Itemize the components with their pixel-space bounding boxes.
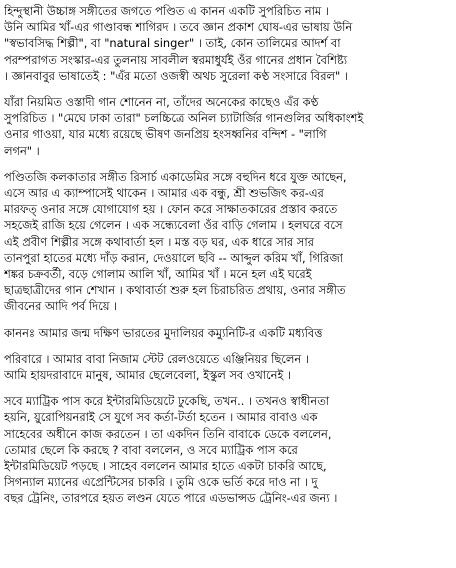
paragraph-gap <box>4 315 452 325</box>
text-line: ইন্টারমিডিয়েট পড়ছে । সাহেব বললেন আমার হাতে একটা চাকরি আছে, <box>4 459 327 474</box>
text-line: পরিবারে । আমার বাবা নিজাম স্টেট রেলওয়েতে এঞ্জিনিয়র ছিলেন । <box>4 351 309 366</box>
text-line: পণ্ডিতজি কলকাতার সঙ্গীত রিসার্চ একাডেমির সঙ্গে বহুদিন ধরে যুক্ত আছেন, <box>4 169 347 184</box>
text-line: উনি আমির খাঁ-এর গাণ্ডাবন্ধ শাগিরদ । তবে জ্ঞান প্রকাশ ঘোষ-এর ভাষায় উনি <box>4 20 353 35</box>
text-line: । জ্ঞানবাবুর ভাষাতেই : "এঁর মতো ওজস্বী অথচ সুরেলা কণ্ঠ সংসারে বিরল" । <box>4 68 348 83</box>
text-line: তানপুরা হাতের মধ্যে দাঁড় করান, দেওয়ালে ছবি -- আব্দুল করিম খাঁ, গিরিজা <box>4 250 343 265</box>
text-line: জীবনের আদি পর্ব দিয়ে । <box>4 299 118 314</box>
paragraph-gap <box>4 159 452 169</box>
text-line: ছাত্রছাত্রীদের গান শেখান । কথাবার্তা শুরু হল চিরাচরিত প্রথায়, ওনার সঙ্গীত <box>4 283 346 298</box>
text-line: হয়নি, য়ুরোপিয়নরাই সে যুগে সব কর্তা-টর্তা হতেন । আমার বাবাও এক <box>4 410 318 425</box>
text-line: হিন্দুস্থানী উচ্চাঙ্গ সঙ্গীতের জগতে পণ্ডিত এ কানন একটি সুপরিচিত নাম । <box>4 4 329 18</box>
text-line: সাহেবের অধীনে কাজ করতেন । তা একদিন তিনি বাবাকে ডেকে বললেন, <box>4 426 332 441</box>
paragraph-matric <box>4 393 452 506</box>
paragraph-family <box>4 351 452 383</box>
paragraph-gap <box>4 84 452 94</box>
text-line: লগন" । <box>4 143 40 158</box>
paragraph-intro <box>4 3 452 84</box>
text-line: সিগন্যাল ম্যানের এপ্রেন্টিসের চাকরি । তুমি ওকে ভর্তি করে দাও না । দু <box>4 475 318 490</box>
text-line: ওনার গাওয়া, যার মধ্যে রয়েছে ভীষণ জনপ্রিয় হংসধ্বনির বন্দিশ - "লাগি <box>4 127 327 142</box>
text-line: সবে ম্যাট্রিক পাস করে ইন্টারমিডিয়েটে ঢুকেছি, তখন.. । তখনও স্বাধীনতা <box>4 394 330 409</box>
text-line: শঙ্কর চক্রবর্তী, বড়ে গোলাম আলি খাঁ, আমির খাঁ । মনে হল এই ঘরেই <box>4 267 312 282</box>
text-line: সহজেই রাজি হয়ে গেলেন । এক সন্ধ্যেবেলা ওঁর বাড়ি গেলাম । হলঘরে বসে <box>4 218 343 233</box>
paragraph-film <box>4 94 452 159</box>
text-line: এই প্রবীণ শিল্পীর সঙ্গে কথাবার্তা হল । মস্ত বড় ঘর, এক ধারে সার সার <box>4 234 314 249</box>
paragraph-kanan-birth <box>4 325 452 341</box>
text-line: সুপরিচিত । "মেঘে ঢাকা তারা" চলচ্চিত্রে অনিল চ্যাটার্জির গানগুলির অধিকাংশই <box>4 111 364 126</box>
text-line: পরম্পরাগত সংস্কার-এর তুলনায় সাবলীল স্বরমাধুর্যই ওঁর গানের প্রধান বৈশিষ্ট্য <box>4 52 348 67</box>
text-line: বছর ট্রেনিং, তারপরে হয়ত লণ্ডন যেতে পারে এডভান্সড ট্রেনিং-এর জন্য । <box>4 491 338 506</box>
paragraph-academy <box>4 169 452 315</box>
text-line: যাঁরা নিয়মিত ওস্তাদী গান শোনেন না, তাঁদের অনেকের কাছেও এঁর কণ্ঠ <box>4 95 319 110</box>
text-line: এসে আর এ ক্যাম্পাসেই থাকেন । আমার এক বন্ধু, শ্রী শুভজিৎ কর-এর <box>4 186 324 201</box>
paragraph-gap <box>4 341 452 351</box>
text-line: তোমার ছেলে কি করছে ? বাবা বললেন, ও সবে ম্যাট্রিক পাস করে <box>4 442 298 457</box>
text-line: কাননঃ আমার জন্ম দক্ষিণ ভারতের মুদালিয়র কম্যুনিটি-র একটি মধ্যবিত্ত <box>4 325 323 340</box>
text-line: মারফত্‌ ওনার সঙ্গে যোগাযোগ হয় । ফোন করে সাক্ষাতকারের প্রস্তাব করতে <box>4 202 338 217</box>
text-line: আমি হায়দরাবাদে মানুষ, আমার ছেলেবেলা, ইস্কুল সব ওখানেই । <box>4 368 292 383</box>
text-line: "স্বভাবসিদ্ধ শিল্পী", বা "natural singer" । তাই, কোন তালিমের আদর্শ বা <box>4 36 341 51</box>
paragraph-gap <box>4 383 452 393</box>
